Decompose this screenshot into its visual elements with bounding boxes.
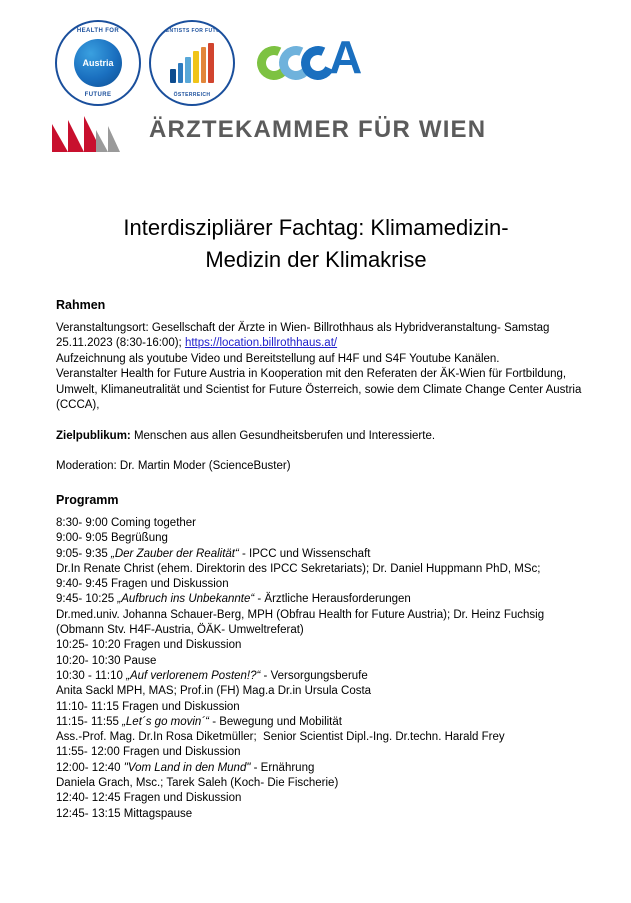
section-heading-rahmen: Rahmen bbox=[56, 298, 106, 312]
programme-item-time: 9:00- 9:05 bbox=[56, 532, 111, 545]
ccca-logo bbox=[257, 32, 377, 94]
programme-item bbox=[56, 516, 586, 531]
programme-item-title: "Vom Land in den Mund" bbox=[123, 761, 251, 774]
logo-row bbox=[55, 18, 377, 108]
programme-item-speakers: Ass.-Prof. Mag. Dr.In Rosa Diketmüller; Senior Scientist Dipl.-Ing. Dr.techn. Harald Frey bbox=[56, 731, 505, 744]
moderation-paragraph: Moderation: Dr. Martin Moder (ScienceBuster) bbox=[56, 460, 291, 472]
programme-item-title: Fragen und Diskussion bbox=[122, 700, 240, 713]
venue-link[interactable]: https://location.billrothhaus.at/ bbox=[184, 337, 338, 349]
programme-item-time: 11:10- 11:15 bbox=[56, 700, 123, 713]
s4f-top-text: SCIENTISTS FOR FUTURE bbox=[156, 28, 228, 34]
organizer-paragraph: Veranstalter Health for Future Austria in Kooperation mit den Referaten der ÄK-Wien für Fortbildung, Umwelt, Klimaneutralität und Scientist for Future Österreich, sowie dem Climate Change Center Austria (CCCA), bbox=[56, 368, 582, 411]
programme-list bbox=[56, 516, 586, 822]
aerztekammer-text: ÄRZTEKAMMER FÜR WIEN bbox=[149, 116, 487, 143]
programme-item bbox=[56, 592, 586, 607]
programme-item-title: Coming together bbox=[110, 517, 197, 529]
programme-item-title: „Let´s go movin´“ bbox=[122, 715, 209, 728]
health-for-future-logo bbox=[55, 20, 141, 106]
programme-item-speakers: Dr.In Renate Christ (ehem. Direktorin des IPCC Sekretariats); Dr. Daniel Huppmann PhD, MSc; bbox=[56, 562, 541, 575]
programme-item-time: 11:55- 12:00 bbox=[56, 746, 123, 759]
programme-item bbox=[56, 807, 586, 822]
programme-item-title: Fragen und Diskussion bbox=[110, 578, 229, 591]
programme-item-speakers: Dr.med.univ. Johanna Schauer-Berg, MPH (Obfrau Health for Future Austria); Dr. Heinz Fuchsig (Obmann Stv. H4F-Austria, ÖÄK- Umweltreferat) bbox=[56, 608, 548, 637]
page-title bbox=[56, 212, 576, 276]
programme-item-time: 10:25- 10:20 bbox=[56, 639, 124, 652]
h4f-center-text: Austria bbox=[74, 39, 122, 87]
programme-item-time: 10:30 - 11:10 bbox=[56, 669, 127, 682]
programme-item-title: Pause bbox=[123, 654, 157, 667]
programme-item-time: 11:15- 11:55 bbox=[56, 715, 123, 728]
document-body bbox=[56, 298, 586, 822]
programme-item bbox=[56, 577, 586, 592]
programme-item-time: 9:05- 9:35 bbox=[56, 547, 111, 560]
programme-item-title: Fragen und Diskussion bbox=[122, 746, 241, 759]
programme-item-title: Fragen und Diskussion bbox=[123, 792, 242, 805]
programme-item bbox=[56, 547, 586, 562]
venue-text: Veranstaltungsort: Gesellschaft der Ärzte in Wien- Billrothhaus als Hybridveranstaltung- Samstag 25.11.2023 (8:30-16:00); bbox=[56, 321, 550, 349]
programme-item-time: 9:45- 10:25 bbox=[56, 593, 118, 606]
page-title-line2: Medizin der Klimakrise bbox=[205, 247, 427, 272]
programme-item-speakers: Daniela Grach, Msc.; Tarek Saleh (Koch- Die Fischerie) bbox=[56, 777, 339, 790]
h4f-top-text: HEALTH FOR bbox=[76, 28, 120, 34]
programme-item-subtitle-text: - Bewegung und Mobilität bbox=[209, 715, 342, 728]
programme-item-title: Fragen und Diskussion bbox=[123, 639, 242, 652]
programme-item bbox=[56, 700, 586, 715]
programme-item-speakers: Anita Sackl MPH, MAS; Prof.in (FH) Mag.a Dr.in Ursula Costa bbox=[56, 685, 372, 698]
h4f-bottom-text: FUTURE bbox=[84, 92, 112, 98]
programme-item-time: 12:00- 12:40 bbox=[56, 761, 124, 774]
programme-item-title: Mittagspause bbox=[123, 807, 193, 820]
programme-item bbox=[56, 761, 586, 776]
programme-item-subtitle-text: - IPCC und Wissenschaft bbox=[238, 547, 371, 560]
audience-label: Zielpublikum: bbox=[56, 429, 131, 442]
programme-item-title: „Auf verlorenem Posten!?“ bbox=[126, 669, 261, 682]
programme-item bbox=[56, 531, 586, 546]
venue-paragraph bbox=[56, 321, 586, 352]
audience-paragraph bbox=[56, 429, 586, 445]
programme-item-title: „Der Zauber der Realität“ bbox=[110, 547, 239, 560]
section-heading-programm: Programm bbox=[56, 492, 119, 507]
aerztekammer-logo bbox=[46, 110, 586, 158]
programme-item bbox=[56, 638, 586, 653]
programme-item-title: „Aufbruch ins Unbekannte“ bbox=[117, 593, 255, 606]
scientists-for-future-logo bbox=[149, 20, 235, 106]
programme-item-subtitle-text: - Versorgungsberufe bbox=[260, 669, 368, 682]
programme-item-title: Begrüßung bbox=[110, 532, 168, 545]
programme-item bbox=[56, 654, 586, 669]
programme-item-time: 8:30- 9:00 bbox=[56, 517, 111, 529]
programme-item-time: 10:20- 10:30 bbox=[56, 654, 124, 667]
programme-item bbox=[56, 791, 586, 806]
aerztekammer-mark-icon bbox=[46, 110, 146, 154]
s4f-bottom-text: ÖSTERREICH bbox=[173, 92, 211, 98]
recording-paragraph: Aufzeichnung als youtube Video und Bereitstellung auf H4F und S4F Youtube Kanälen. bbox=[56, 352, 500, 365]
ccca-letter-a: A bbox=[329, 31, 363, 83]
programme-item-time: 12:45- 13:15 bbox=[56, 807, 124, 820]
programme-item-subtitle-text: - Ärztliche Herausforderungen bbox=[254, 593, 411, 606]
audience-text: Menschen aus allen Gesundheitsberufen und Interessierte. bbox=[130, 429, 436, 442]
programme-item bbox=[56, 745, 586, 760]
programme-item-subtitle-text: - Ernährung bbox=[250, 761, 315, 774]
programme-item-time: 9:40- 9:45 bbox=[56, 578, 111, 591]
programme-item bbox=[56, 715, 586, 730]
programme-item bbox=[56, 669, 586, 684]
s4f-bars-icon bbox=[170, 43, 214, 83]
page-title-line1: Interdiszipliärer Fachtag: Klimamedizin- bbox=[123, 215, 509, 240]
programme-item-time: 12:40- 12:45 bbox=[56, 792, 124, 805]
